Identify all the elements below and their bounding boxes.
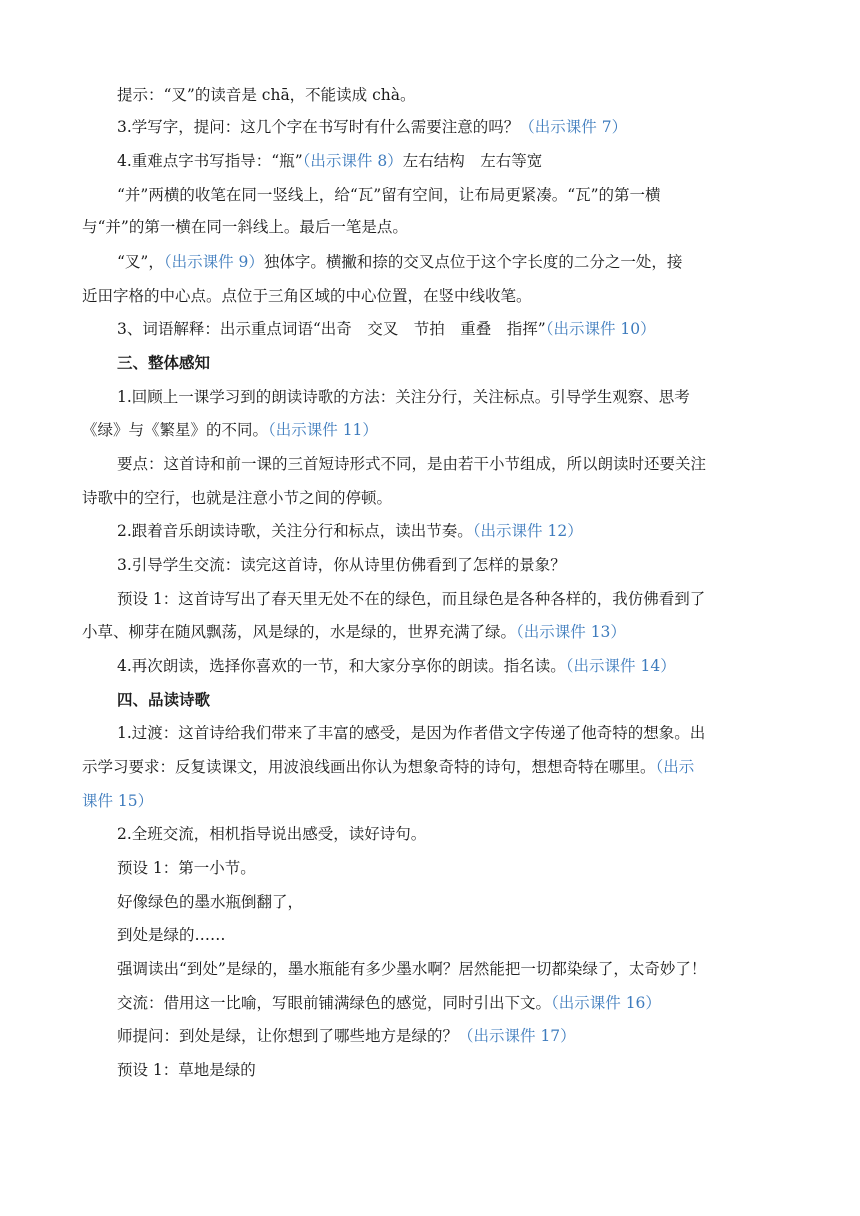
paragraph-line: 交流：借用这一比喻，写眼前铺满绿色的感觉，同时引出下文。（出示课件 16） [117, 994, 661, 1012]
paragraph-line: 3.学写字，提问：这几个字在书写时有什么需要注意的吗？（出示课件 7） [117, 118, 628, 136]
paragraph-line: “叉”，（出示课件 9）独体字。横撇和捺的交叉点位于这个字长度的二分之一处，接 [117, 253, 683, 271]
courseware-ref: （出示课件 9） [163, 253, 264, 271]
paragraph-line: 3、词语解释：出示重点词语“出奇 交叉 节拍 重叠 指挥”（出示课件 10） [117, 320, 656, 338]
paragraph-line: 预设 1：第一小节。 [117, 859, 256, 877]
section-heading: 三、整体感知 [117, 353, 211, 372]
paragraph-line: 要点：这首诗和前一课的三首短诗形式不同，是由若干小节组成，所以朗读时还要关注 [117, 455, 707, 473]
courseware-ref: （出示课件 16） [551, 994, 661, 1012]
paragraph-line [82, 790, 153, 812]
paragraph-line: 2.跟着音乐朗读诗歌，关注分行和标点，读出节奏。（出示课件 12） [117, 522, 583, 540]
paragraph-line: 《绿》与《繁星》的不同。（出示课件 11） [82, 421, 378, 439]
courseware-ref: （出示 [655, 758, 695, 776]
courseware-ref: （出示课件 17） [458, 1027, 576, 1045]
paragraph-line: 师提问：到处是绿，让你想到了哪些地方是绿的？（出示课件 17） [117, 1027, 576, 1045]
courseware-ref: （出示课件 12） [472, 522, 583, 540]
paragraph-line: 小草、柳芽在随风飘荡，风是绿的，水是绿的，世界充满了绿。（出示课件 13） [82, 623, 626, 641]
paragraph-line: 与“并”的第一横在同一斜线上。最后一笔是点。 [82, 218, 408, 236]
paragraph-line: “并”两横的收笔在同一竖线上，给“瓦”留有空间，让布局更紧凑。“瓦”的第一横 [117, 186, 661, 204]
paragraph-line: 预设 1：草地是绿的 [117, 1061, 256, 1079]
paragraph-line: 2.全班交流，相机指导说出感受，读好诗句。 [117, 825, 427, 843]
poem-line: 到处是绿的…… [117, 926, 226, 944]
paragraph-line: 预设 1：这首诗写出了春天里无处不在的绿色，而且绿色是各种各样的，我仿佛看到了 [117, 590, 706, 608]
courseware-ref: （出示课件 8） [302, 152, 403, 170]
paragraph-line: 诗歌中的空行，也就是注意小节之间的停顿。 [82, 489, 393, 507]
poem-line: 好像绿色的墨水瓶倒翻了， [117, 893, 304, 911]
paragraph-line: 近田字格的中心点。点位于三角区域的中心位置，在竖中线收笔。 [82, 287, 532, 305]
paragraph-line: 1.过渡：这首诗给我们带来了丰富的感受，是因为作者借文字传递了他奇特的想象。出 [117, 724, 706, 742]
paragraph-line: 4.再次朗读，选择你喜欢的一节，和大家分享你的朗读。指名读。（出示课件 14） [117, 657, 676, 675]
courseware-ref: 课件 15） [82, 792, 154, 810]
paragraph-line: 示学习要求：反复读课文，用波浪线画出你认为想象奇特的诗句，想想奇特在哪里。（出示 [82, 758, 695, 776]
paragraph-line: 强调读出“到处”是绿的，墨水瓶能有多少墨水啊？居然能把一切都染绿了，太奇妙了！ [117, 960, 707, 978]
courseware-ref: （出示课件 13） [516, 623, 626, 641]
paragraph-line: 4.重难点字书写指导：“瓶”（出示课件 8）左右结构 左右等宽 [117, 152, 543, 170]
courseware-ref: （出示课件 11） [268, 421, 378, 439]
paragraph-line: 3.引导学生交流：读完这首诗，你从诗里仿佛看到了怎样的景象？ [117, 556, 566, 574]
courseware-ref: （出示课件 7） [519, 118, 628, 136]
section-heading: 四、品读诗歌 [117, 690, 211, 709]
courseware-ref: （出示课件 10） [545, 320, 656, 338]
paragraph-line: 1.回顾上一课学习到的朗读诗歌的方法：关注分行，关注标点。引导学生观察、思考 [117, 388, 690, 406]
courseware-ref: （出示课件 14） [565, 657, 676, 675]
paragraph-line: 提示：“叉”的读音是 chā，不能读成 chà。 [117, 86, 416, 104]
